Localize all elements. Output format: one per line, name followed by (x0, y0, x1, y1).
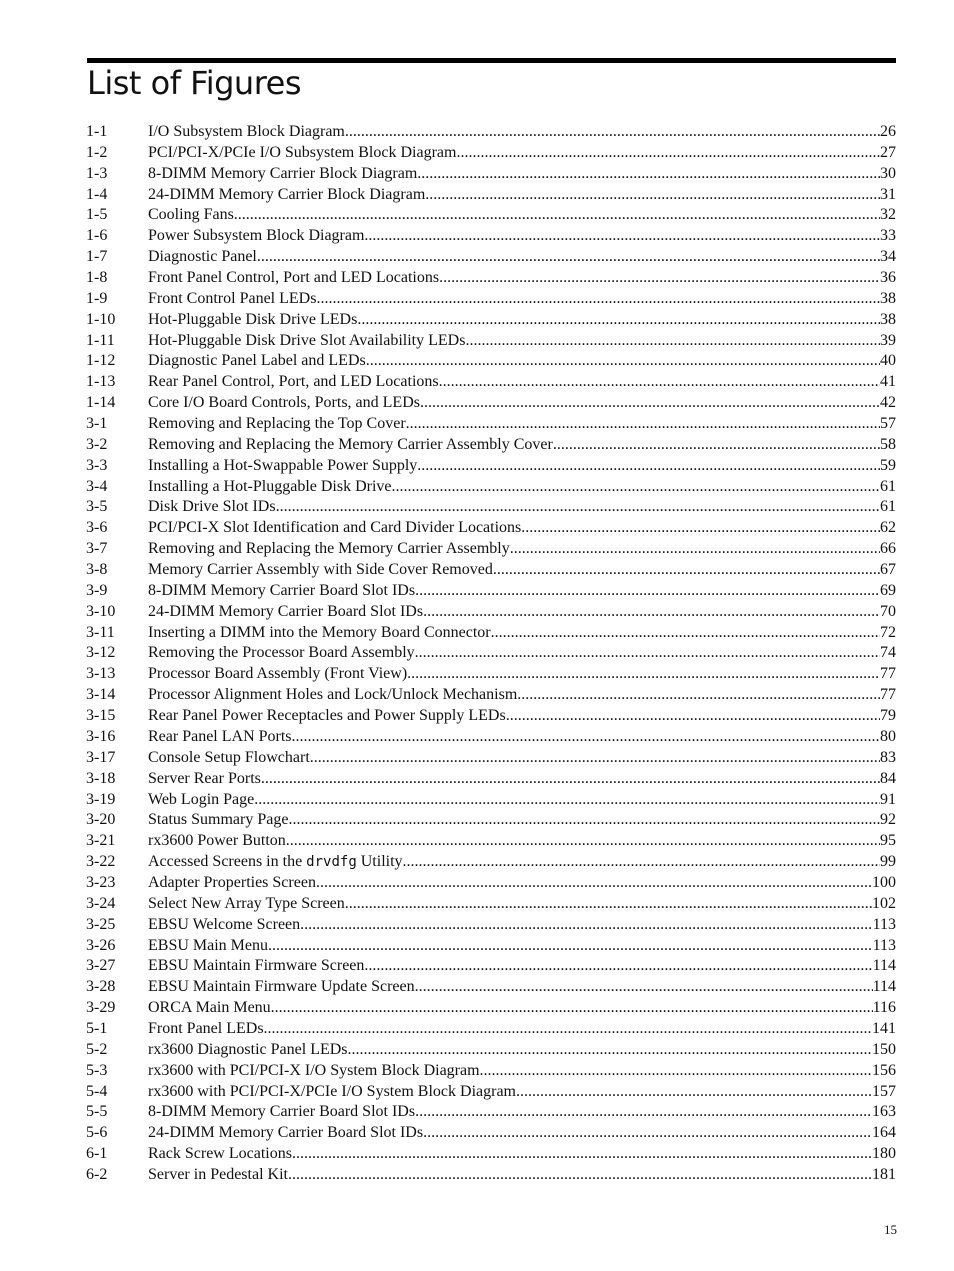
figure-title: 24-DIMM Memory Carrier Block Diagram (148, 185, 426, 203)
dot-leader (521, 519, 880, 537)
figure-title: Removing and Replacing the Top Cover (148, 415, 406, 433)
figure-page: 83 (880, 748, 896, 766)
figure-title: Hot-Pluggable Disk Drive Slot Availability LEDs (148, 331, 466, 349)
figure-number: 3-26 (86, 936, 116, 954)
figure-entry[interactable] (86, 1124, 896, 1145)
dot-leader (286, 832, 880, 850)
figure-entry[interactable] (86, 832, 896, 853)
figure-page: 38 (880, 289, 896, 307)
figure-entry[interactable] (86, 937, 896, 958)
figure-page: 164 (872, 1124, 896, 1142)
figure-entry[interactable] (86, 874, 896, 895)
figure-page: 32 (880, 206, 896, 224)
dot-leader (348, 1041, 872, 1059)
figure-entry[interactable] (86, 352, 896, 373)
figure-number: 3-12 (86, 644, 116, 662)
figure-number: 5-2 (86, 1040, 108, 1058)
figure-page: 61 (880, 477, 896, 495)
figure-title: rx3600 Power Button (148, 832, 286, 850)
figure-page: 113 (872, 936, 896, 954)
dot-leader (292, 1145, 872, 1163)
figure-page: 72 (880, 623, 896, 641)
figure-number: 1-2 (86, 143, 108, 161)
dot-leader (415, 1103, 872, 1121)
figure-page: 33 (880, 227, 896, 245)
figure-entry[interactable] (86, 1103, 896, 1124)
figure-entry[interactable] (86, 123, 896, 144)
dot-leader (268, 937, 873, 955)
figure-page: 92 (880, 811, 896, 829)
figure-title: Disk Drive Slot IDs (148, 498, 276, 516)
dot-leader (310, 749, 880, 767)
dot-leader (316, 290, 880, 308)
figure-title: EBSU Welcome Screen (148, 915, 301, 933)
figure-number: 3-28 (86, 978, 116, 996)
figure-page: 74 (880, 644, 896, 662)
figure-entry[interactable] (86, 1041, 896, 1062)
figure-title-code: drvdfg (306, 854, 357, 871)
dot-leader (364, 227, 880, 245)
figure-page: 116 (872, 999, 896, 1017)
figure-title: Rear Panel Power Receptacles and Power Supply LEDs (148, 707, 506, 725)
figure-entry[interactable] (86, 686, 896, 707)
figure-page: 38 (880, 310, 896, 328)
figure-entry[interactable] (86, 165, 896, 186)
figure-page: 114 (872, 978, 896, 996)
figure-entry[interactable] (86, 519, 896, 540)
figure-title (148, 853, 403, 871)
figure-number: 3-23 (86, 873, 116, 891)
figure-title: Console Setup Flowchart (148, 748, 310, 766)
figure-entry[interactable] (86, 624, 896, 645)
figure-title: rx3600 with PCI/PCI-X/PCIe I/O System Block Diagram (148, 1082, 516, 1100)
figure-title: Diagnostic Panel (148, 248, 257, 266)
dot-leader (415, 978, 873, 996)
figure-title: Rear Panel Control, Port, and LED Locations (148, 373, 439, 391)
figure-page: 42 (880, 394, 896, 412)
figure-page: 41 (880, 373, 896, 391)
figure-entry[interactable] (86, 206, 896, 227)
figure-entry[interactable] (86, 770, 896, 791)
figure-title: PCI/PCI-X Slot Identification and Card Divider Locations (148, 519, 522, 537)
figure-page: 34 (880, 248, 896, 266)
figure-title: Web Login Page (148, 790, 255, 808)
dot-leader (417, 165, 880, 183)
figure-title: PCI/PCI-X/PCIe I/O Subsystem Block Diagram (148, 143, 457, 161)
figure-title: Processor Alignment Holes and Lock/Unlock Mechanism (148, 686, 518, 704)
figure-page: 36 (880, 269, 896, 287)
figure-entry[interactable] (86, 186, 896, 207)
figure-page: 79 (880, 707, 896, 725)
figure-entry[interactable] (86, 478, 896, 499)
figure-number: 1-14 (86, 394, 116, 412)
dot-leader (415, 582, 880, 600)
figure-number: 3-15 (86, 707, 116, 725)
dot-leader (480, 1062, 872, 1080)
figure-entry[interactable] (86, 1083, 896, 1104)
dot-leader (345, 123, 880, 141)
figure-entry[interactable] (86, 394, 896, 415)
dot-leader (271, 999, 873, 1017)
figure-number: 3-10 (86, 602, 116, 620)
figure-page: 99 (880, 853, 896, 871)
figure-number: 3-9 (86, 581, 108, 599)
figure-page: 61 (880, 498, 896, 516)
figure-title: rx3600 with PCI/PCI-X I/O System Block Diagram (148, 1061, 480, 1079)
figure-title: Installing a Hot-Swappable Power Supply (148, 456, 418, 474)
figure-number: 1-7 (86, 248, 108, 266)
figure-number: 1-12 (86, 352, 116, 370)
dot-leader (510, 540, 880, 558)
dot-leader (254, 791, 880, 809)
dot-leader (439, 373, 880, 391)
figure-title: 8-DIMM Memory Carrier Board Slot IDs (148, 1103, 416, 1121)
dot-leader (465, 332, 880, 350)
figure-title: Processor Board Assembly (Front View) (148, 665, 408, 683)
figure-page: 31 (880, 185, 896, 203)
dot-leader (292, 728, 880, 746)
figure-page: 30 (880, 164, 896, 182)
figure-title: 8-DIMM Memory Carrier Block Diagram (148, 164, 418, 182)
figure-entry[interactable] (86, 332, 896, 353)
figure-title: EBSU Maintain Firmware Update Screen (148, 978, 415, 996)
dot-leader (257, 248, 880, 266)
figure-title: Adapter Properties Screen (148, 873, 316, 891)
figure-entry[interactable] (86, 561, 896, 582)
figure-title: Select New Array Type Screen (148, 894, 345, 912)
figure-page: 67 (880, 561, 896, 579)
page-number: 15 (884, 1222, 897, 1237)
figure-entry[interactable] (86, 603, 896, 624)
figure-page: 180 (872, 1145, 896, 1163)
figure-number: 3-14 (86, 686, 116, 704)
figure-entry[interactable] (86, 665, 896, 686)
figure-title: Front Panel Control, Port and LED Locations (148, 269, 440, 287)
dot-leader (234, 206, 880, 224)
figure-title-part: Utility (356, 853, 403, 871)
figure-entry[interactable] (86, 957, 896, 978)
figure-number: 1-9 (86, 289, 108, 307)
figure-entry[interactable] (86, 1166, 896, 1187)
figure-entry[interactable] (86, 916, 896, 937)
dot-leader (423, 603, 880, 621)
figure-title: Removing the Processor Board Assembly (148, 644, 415, 662)
dot-leader (300, 916, 872, 934)
figure-page: 69 (880, 581, 896, 599)
dot-leader (357, 311, 880, 329)
figure-title: Removing and Replacing the Memory Carrier Assembly (148, 540, 510, 558)
dot-leader (366, 352, 880, 370)
figure-number: 3-24 (86, 894, 116, 912)
figure-number: 1-8 (86, 269, 108, 287)
dot-leader (439, 269, 880, 287)
figure-number: 3-18 (86, 769, 116, 787)
figure-title: Front Control Panel LEDs (148, 289, 317, 307)
figure-page: 84 (880, 769, 896, 787)
figure-title: I/O Subsystem Block Diagram (148, 123, 345, 140)
figure-title: Inserting a DIMM into the Memory Board Connector (148, 623, 491, 641)
figure-title: rx3600 Diagnostic Panel LEDs (148, 1040, 348, 1058)
figure-title: Power Subsystem Block Diagram (148, 227, 365, 245)
figure-page: 91 (880, 790, 896, 808)
figure-title: Status Summary Page (148, 811, 289, 829)
figure-title: Server Rear Ports (148, 769, 261, 787)
figure-entry[interactable] (86, 644, 896, 665)
dot-leader (415, 644, 880, 662)
figure-number: 3-7 (86, 540, 108, 558)
figure-entry[interactable] (86, 269, 896, 290)
title-rule (87, 58, 896, 63)
figure-number: 1-10 (86, 310, 116, 328)
figure-entry[interactable] (86, 811, 896, 832)
figure-entry[interactable] (86, 457, 896, 478)
figure-title: Installing a Hot-Pluggable Disk Drive (148, 477, 392, 495)
dot-leader (456, 144, 880, 162)
dot-leader (392, 478, 880, 496)
figure-title: Hot-Pluggable Disk Drive LEDs (148, 310, 358, 328)
dot-leader (264, 1020, 872, 1038)
dot-leader (417, 457, 880, 475)
figure-number: 3-19 (86, 790, 116, 808)
figure-number: 5-6 (86, 1124, 108, 1142)
figure-page: 77 (880, 686, 896, 704)
figure-entry[interactable] (86, 1145, 896, 1166)
figure-entry[interactable] (86, 1020, 896, 1041)
dot-leader (316, 874, 872, 892)
figure-number: 3-21 (86, 832, 116, 850)
figure-entry[interactable] (86, 498, 896, 519)
figure-page: 150 (872, 1040, 896, 1058)
figure-number: 3-6 (86, 519, 108, 537)
dot-leader (288, 1166, 872, 1184)
figure-page: 114 (872, 957, 896, 975)
figure-entry[interactable] (86, 1062, 896, 1083)
figure-page: 40 (880, 352, 896, 370)
figure-title: Memory Carrier Assembly with Side Cover Removed (148, 561, 493, 579)
dot-leader (403, 853, 880, 871)
figure-number: 3-2 (86, 435, 108, 453)
figure-number: 3-29 (86, 999, 116, 1017)
figure-page: 27 (880, 143, 896, 161)
figure-page: 77 (880, 665, 896, 683)
dot-leader (493, 561, 880, 579)
figure-number: 3-1 (86, 415, 108, 433)
figure-number: 5-1 (86, 1019, 108, 1037)
figure-entry[interactable] (86, 415, 896, 436)
figure-page: 80 (880, 727, 896, 745)
dot-leader (517, 686, 880, 704)
figure-title: Rack Screw Locations (148, 1145, 292, 1163)
figure-number: 1-3 (86, 164, 108, 182)
figure-number: 5-3 (86, 1061, 108, 1079)
figure-number: 3-3 (86, 456, 108, 474)
figure-number: 6-1 (86, 1145, 108, 1163)
figure-number: 1-4 (86, 185, 108, 203)
figure-number: 1-6 (86, 227, 108, 245)
figure-title: Removing and Replacing the Memory Carrier Assembly Cover (148, 435, 553, 453)
figure-entry[interactable] (86, 227, 896, 248)
figure-title: Front Panel LEDs (148, 1019, 264, 1037)
figure-page: 157 (872, 1082, 896, 1100)
figure-entry[interactable] (86, 707, 896, 728)
figure-number: 3-16 (86, 727, 116, 745)
figure-entry[interactable] (86, 144, 896, 165)
dot-leader (420, 394, 880, 412)
figure-entry[interactable] (86, 978, 896, 999)
figure-entry[interactable] (86, 853, 896, 874)
figure-list (86, 123, 896, 1187)
figure-number: 6-2 (86, 1165, 108, 1183)
figure-page: 70 (880, 602, 896, 620)
figure-number: 3-22 (86, 853, 116, 871)
figure-number: 3-25 (86, 915, 116, 933)
figure-page: 26 (880, 123, 896, 140)
figure-page: 163 (872, 1103, 896, 1121)
figure-number: 3-20 (86, 811, 116, 829)
figure-title: 24-DIMM Memory Carrier Board Slot IDs (148, 1124, 424, 1142)
figure-page: 57 (880, 415, 896, 433)
dot-leader (516, 1083, 872, 1101)
figure-number: 3-8 (86, 561, 108, 579)
figure-page: 100 (872, 873, 896, 891)
dot-leader (506, 707, 880, 725)
dot-leader (261, 770, 880, 788)
figure-number: 3-13 (86, 665, 116, 683)
dot-leader (407, 665, 880, 683)
figure-number: 3-4 (86, 477, 108, 495)
figure-title: Core I/O Board Controls, Ports, and LEDs (148, 394, 420, 412)
figure-number: 3-11 (86, 623, 115, 641)
figure-page: 66 (880, 540, 896, 558)
figure-title: 24-DIMM Memory Carrier Board Slot IDs (148, 602, 424, 620)
figure-title: EBSU Main Menu (148, 936, 268, 954)
figure-number: 1-11 (86, 331, 115, 349)
figure-page: 141 (872, 1019, 896, 1037)
figure-number: 5-5 (86, 1103, 108, 1121)
figure-page: 102 (872, 894, 896, 912)
dot-leader (423, 1124, 872, 1142)
figure-number: 1-5 (86, 206, 108, 224)
figure-title: EBSU Maintain Firmware Screen (148, 957, 365, 975)
dot-leader (276, 498, 880, 516)
figure-title: Cooling Fans (148, 206, 234, 224)
figure-page: 113 (872, 915, 896, 933)
dot-leader (364, 957, 872, 975)
dot-leader (491, 624, 880, 642)
figure-title: ORCA Main Menu (148, 999, 271, 1017)
figure-title: Diagnostic Panel Label and LEDs (148, 352, 366, 370)
dot-leader (288, 811, 880, 829)
figure-entry[interactable] (86, 248, 896, 269)
figure-entry[interactable] (86, 290, 896, 311)
figure-page: 59 (880, 456, 896, 474)
figure-entry[interactable] (86, 749, 896, 770)
figure-entry[interactable] (86, 311, 896, 332)
figure-page: 39 (880, 331, 896, 349)
figure-entry[interactable] (86, 582, 896, 603)
figure-page: 62 (880, 519, 896, 537)
dot-leader (406, 415, 880, 433)
figure-entry[interactable] (86, 540, 896, 561)
figure-entry[interactable] (86, 373, 896, 394)
figure-number: 1-1 (86, 123, 108, 140)
figure-entry[interactable] (86, 895, 896, 916)
figure-number: 3-17 (86, 748, 116, 766)
figure-title: Rear Panel LAN Ports (148, 727, 292, 745)
dot-leader (345, 895, 872, 913)
figure-number: 3-5 (86, 498, 108, 516)
figure-number: 1-13 (86, 373, 116, 391)
figure-title: Server in Pedestal Kit (148, 1165, 288, 1183)
figure-page: 58 (880, 435, 896, 453)
figure-number: 3-27 (86, 957, 116, 975)
figure-entry[interactable] (86, 436, 896, 457)
dot-leader (553, 436, 880, 454)
figure-page: 156 (872, 1061, 896, 1079)
figure-title-part: Accessed Screens in the (148, 853, 307, 871)
dot-leader (425, 186, 880, 204)
figure-entry[interactable] (86, 791, 896, 812)
figure-entry[interactable] (86, 999, 896, 1020)
figure-title: 8-DIMM Memory Carrier Board Slot IDs (148, 581, 416, 599)
figure-entry[interactable] (86, 728, 896, 749)
figure-page: 95 (880, 832, 896, 850)
page-title: List of Figures (87, 64, 301, 102)
figure-page: 181 (872, 1165, 896, 1183)
figure-number: 5-4 (86, 1082, 108, 1100)
